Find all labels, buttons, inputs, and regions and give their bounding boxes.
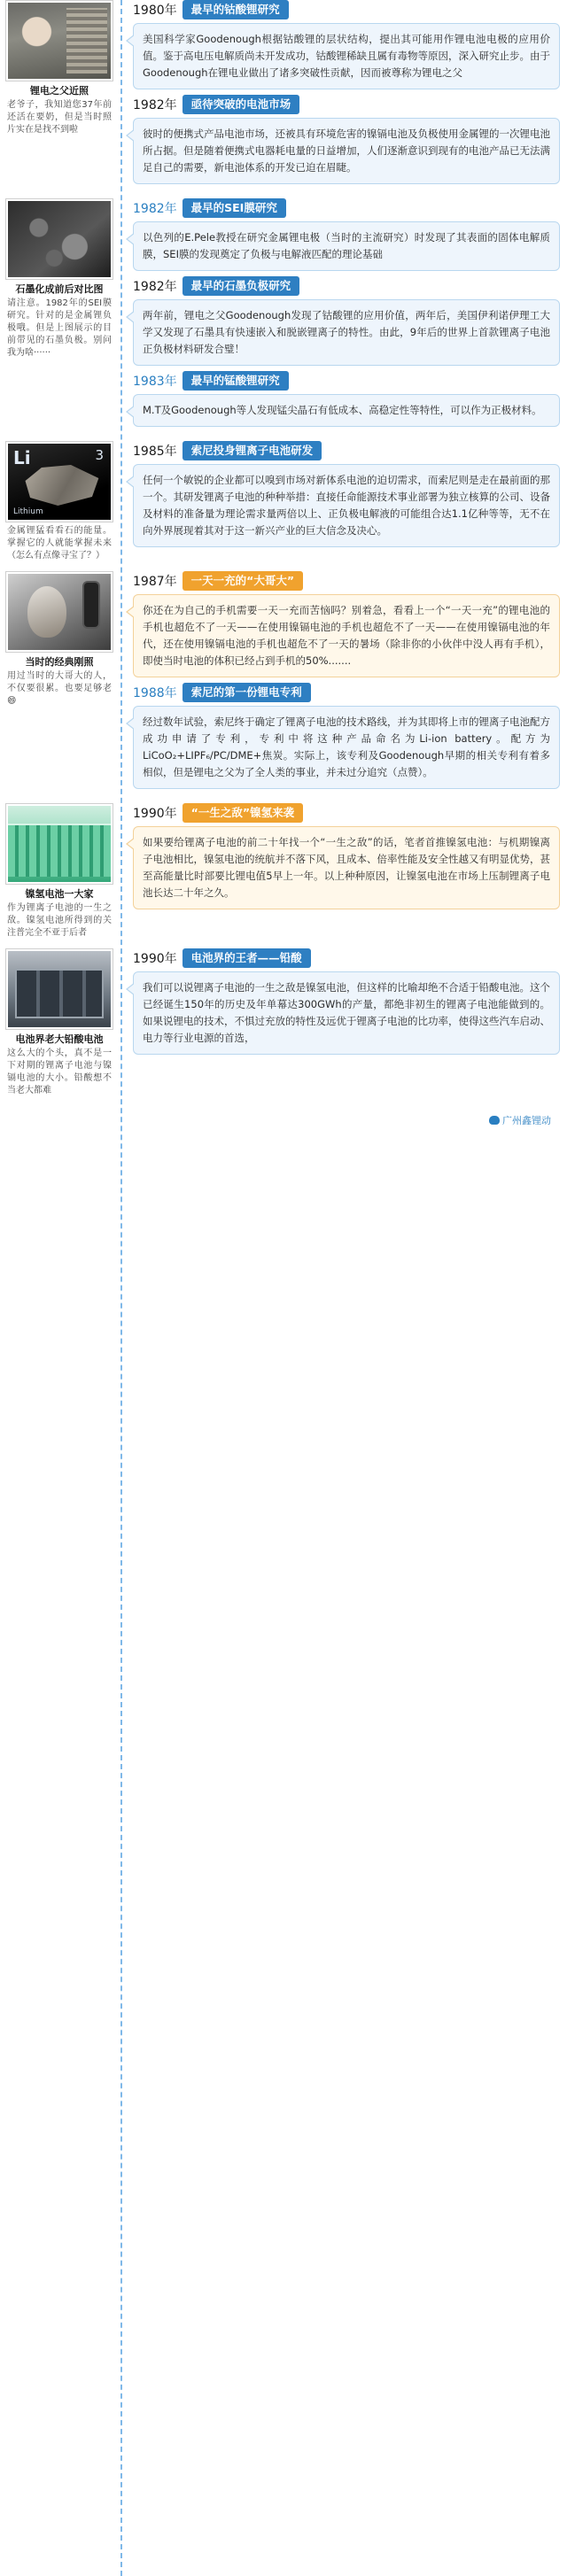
photo-caption-text: 作为锂离子电池的一生之敌。镍氢电池所得到的关注普完全不亚于后者 (7, 903, 112, 938)
event-1980-cobalt (133, 0, 560, 89)
photo-caption-title: 金属锂猛看看石的能量。掌握它的人就能掌握未来（怎么有点像寻宝了？） (7, 526, 112, 561)
event-1985-sony (133, 441, 560, 547)
photo-caption-title: 石墨化成前后对比图 (15, 283, 104, 295)
event-1987-mobile (133, 571, 560, 677)
classic-phone-photo-card (5, 571, 113, 653)
graphite-sem-photo-card (5, 198, 113, 280)
event-body: 如果要给锂离子电池的前二十年找一个“一生之敌”的话，笔者首推镍氢电池：与机期镍离子电池相比，镍氢电池的统航并不落下风，且成本、倍率性能及安全性越又有明显优势，甚至高能量比时部要比锂电值5早上一年。以上种种原因，让镍氢电池在市场上压制锂离子电池长达二十年之久。 (133, 826, 560, 909)
timeline-row (0, 803, 567, 940)
event-year: 1982年 (133, 98, 177, 112)
event-title-pill[interactable]: 电池界的王者——铅酸 (183, 948, 311, 968)
event-title-pill[interactable]: 索尼投身锂离子电池研发 (183, 441, 322, 460)
event-body: 经过数年试验，索尼终于确定了锂离子电池的技术路线，并为其即将上市的锂离子电池配方成功申请了专利，专利中将这种产品命名为Li-ion battery。配方为LiCoO₂+LIPF₆/PC/DME+焦炭。实际上，该专利及Goodenough早期的相关专利有着多相似，但是锂电之父为了全人类的事业，并未过分追究（点赞）。 (133, 706, 560, 789)
event-1990-nimh (133, 803, 560, 909)
left-column (0, 948, 120, 1097)
event-1988-patent (133, 683, 560, 789)
event-1982-sei (133, 198, 560, 271)
event-title-pill[interactable]: 最早的锰酸锂研究 (183, 371, 289, 391)
event-1982-market (133, 95, 560, 184)
event-title-pill[interactable]: 最早的石墨负极研究 (183, 276, 300, 296)
event-body: 你还在为自己的手机需要一天一充而苦恼吗？别着急，看看上一个“一天一充”的锂电池的手机也超危不了一天——在使用镍镉电池的手机也超危不了一天——在使用镍镉电池的年代，还在使用镍镉电池的手机也超危不了一天的暑场（除非你的小伙伴中没人再有手机），即使当时电池的体积已经占到手机的50%....... (133, 594, 560, 677)
event-body: 我们可以说锂离子电池的一生之敌是镍氢电池，但这样的比喻却绝不合适于铅酸电池。这个已经诞生150年的历史及年单幕达300GWh的产量，都绝非初生的锂离子电池能做到的。如果说锂电的技术，不惧过充放的特性及远优于锂离子电池的比功率，使得这些汽车启动、电力等行业电源的首选， (133, 971, 560, 1055)
event-year: 1982年 (133, 280, 177, 294)
event-body: 彼时的便携式产品电池市场，还被具有环境危害的镍镉电池及负极使用金属锂的一次锂电池所占据。但是随着便携式电器耗电量的日益增加，人们逐渐意识到现有的电池产品已无法满足自己的需要，新电池体系的开发已迫在眉睫。 (133, 118, 560, 184)
lead-acid-battery-photo-card (5, 948, 113, 1030)
footer-source (0, 1113, 567, 1127)
photo-caption-title: 锂电之父近照 (30, 85, 89, 97)
photo-caption-title: 镍氢电池一大家 (25, 888, 94, 900)
event-year: 1982年 (133, 202, 177, 216)
nimh-battery-photo (8, 806, 111, 882)
event-year: 1990年 (133, 807, 177, 821)
timeline-row (0, 571, 567, 794)
right-column (120, 441, 567, 553)
footer-source-label: 广州鑫锂动 (502, 1115, 551, 1126)
left-column (0, 0, 120, 136)
event-year: 1988年 (133, 686, 177, 700)
event-title-pill[interactable]: 最早的SEI膜研究 (183, 198, 286, 218)
lithium-rock-shape (20, 463, 102, 507)
timeline-row (0, 198, 567, 432)
classic-phone-photo (8, 574, 111, 650)
timeline-row (0, 0, 567, 190)
graphite-sem-photo (8, 201, 111, 277)
event-body: 美国科学家Goodenough根据钴酸锂的层状结构，提出其可能用作锂电池电极的应用价值。鉴于高电压电解质尚未开发成功，钴酸锂稀缺且属有毒物等原因，深入研究止步。由于Goodenough在锂电业做出了诸多突破性贡献，因而被尊称为锂电之父 (133, 23, 560, 89)
lead-acid-battery-photo (8, 951, 111, 1027)
event-1982-graphite (133, 276, 560, 366)
left-column (0, 571, 120, 708)
right-column (120, 0, 567, 190)
event-year: 1990年 (133, 952, 177, 966)
event-title-pill[interactable]: 一天一充的“大哥大” (183, 571, 303, 591)
event-body: 任何一个敏锐的企业都可以嗅到市场对新体系电池的迫切需求，而索尼则是走在最前面的那一个。其研发锂离子电池的种种举措：直接任命能源技术事业部署为独立核算的公司、设备及材料的准备量为理论需求量两倍以上、正负极电解液的可能组合达1.1亿种等等，无不在向外界展现着其对于这一新兴产业的巨大信念及决心。 (133, 464, 560, 547)
event-body: M.T及Goodenough等人发现锰尖晶石有低成本、高稳定性等特性，可以作为正极材料。 (133, 394, 560, 427)
photo-caption-text: 老爷子，我知道您37年前还活在要奶，但是当时照片实在是找不到啦 (7, 100, 112, 135)
event-title-pill[interactable]: 索尼的第一份锂电专利 (183, 683, 311, 702)
event-body: 两年前，锂电之父Goodenough发现了钴酸锂的应用价值，两年后，美国伊利诺伊理工大学又发现了石墨具有快速嵌入和脱嵌锂离子的特性。由此，9年后的世界上首款锂离子电池正负极材料研发合璧！ (133, 299, 560, 366)
photo-caption-text: 这么大的个头，真不是一下对期的锂离子电池与镍镉电池的大小。铅酸想不当老大都难 (7, 1048, 112, 1095)
event-header (133, 371, 560, 391)
timeline-row (0, 441, 567, 562)
photo-caption-text: 请注意。1982年的SEI膜研究。针对的是金属锂负极哦。但是上图展示的目前带见的石墨负极。别问我为啥······ (7, 298, 112, 358)
event-header (133, 571, 560, 591)
event-year: 1980年 (133, 4, 177, 18)
timeline-row (0, 948, 567, 1097)
event-header (133, 0, 560, 19)
event-header (133, 95, 560, 114)
event-year: 1985年 (133, 445, 177, 459)
photo-caption-text: 用过当时的大哥大的人，不仅要很累。也要足够老 😄 (7, 671, 112, 706)
right-column (120, 803, 567, 915)
event-body: 以色列的E.Pele教授在研究金属锂电极（当时的主流研究）时发现了其表面的固体电解质膜，SEI膜的发现奠定了负极与电解液匹配的理论基础 (133, 221, 560, 271)
event-1990-lead-acid (133, 948, 560, 1055)
event-header (133, 948, 560, 968)
wechat-icon (489, 1116, 500, 1125)
event-year: 1983年 (133, 375, 177, 389)
timeline-rows (0, 0, 567, 1097)
element-symbol: Li (13, 447, 31, 468)
left-column (0, 803, 120, 940)
event-header (133, 683, 560, 702)
goodenough-photo (8, 3, 111, 79)
lithium-element-photo-card (5, 441, 113, 522)
event-year: 1987年 (133, 575, 177, 589)
right-column (120, 198, 567, 432)
event-header (133, 441, 560, 460)
event-header (133, 198, 560, 218)
lithium-element-photo (8, 444, 111, 520)
nimh-battery-photo-card (5, 803, 113, 885)
left-column (0, 441, 120, 562)
element-number: 3 (95, 447, 104, 463)
goodenough-photo-card (5, 0, 113, 81)
photo-caption-title: 电池界老大铅酸电池 (15, 1033, 104, 1045)
left-column (0, 198, 120, 360)
event-title-pill[interactable]: “一生之敌”镍氢来袭 (183, 803, 303, 823)
event-header (133, 803, 560, 823)
right-column (120, 571, 567, 794)
right-column (120, 948, 567, 1060)
event-title-pill[interactable]: 亟待突破的电池市场 (183, 95, 300, 114)
event-header (133, 276, 560, 296)
event-1983-manganese (133, 371, 560, 427)
event-title-pill[interactable]: 最早的钴酸锂研究 (183, 0, 289, 19)
element-name: Lithium (13, 507, 43, 516)
photo-caption-title: 当时的经典刚照 (25, 656, 94, 668)
